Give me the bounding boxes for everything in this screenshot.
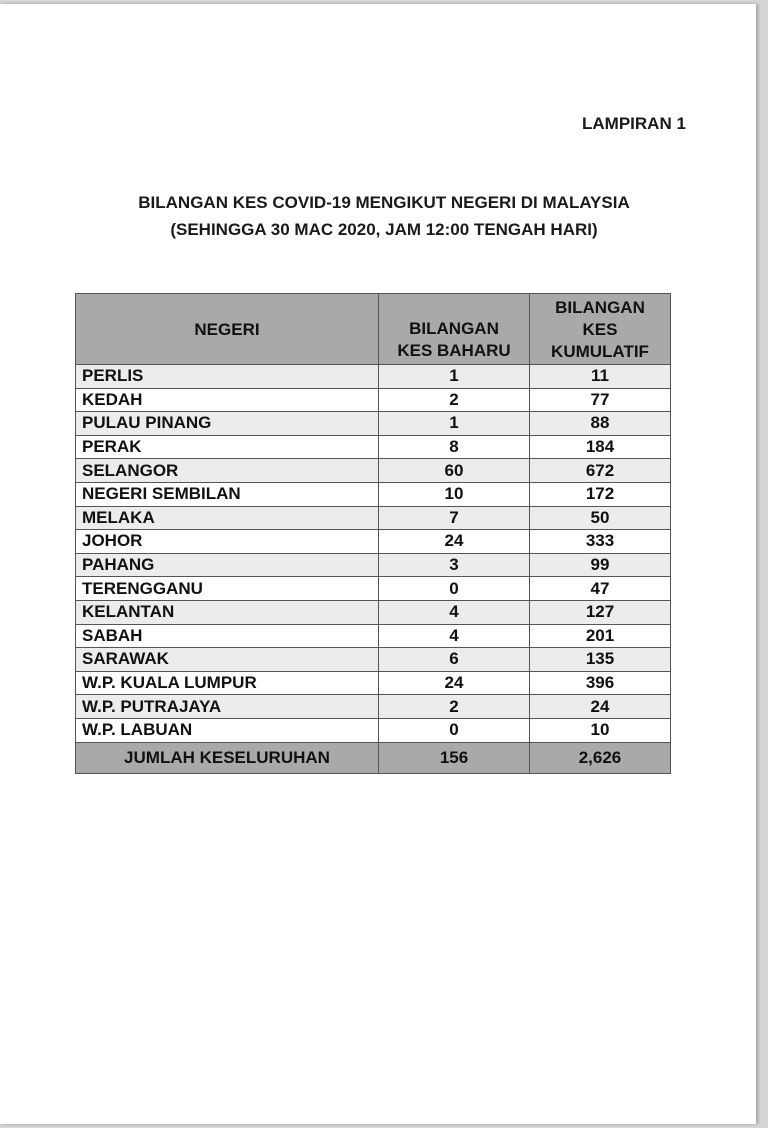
table-header-row: [76, 294, 671, 365]
state-name: SELANGOR: [76, 459, 379, 483]
document-subtitle: (SEHINGGA 30 MAC 2020, JAM 12:00 TENGAH HARI): [170, 220, 598, 239]
header-new-cases: BILANGAN KES BAHARU: [379, 294, 530, 365]
cumulative-cases: 333: [530, 530, 671, 554]
table-row: [76, 648, 671, 672]
new-cases: 1: [379, 365, 530, 389]
table-row: [76, 388, 671, 412]
new-cases: 0: [379, 577, 530, 601]
new-cases: 24: [379, 530, 530, 554]
state-name: PULAU PINANG: [76, 412, 379, 436]
covid-cases-table: [75, 293, 671, 774]
cumulative-cases: 135: [530, 648, 671, 672]
cumulative-cases: 77: [530, 388, 671, 412]
state-name: PERLIS: [76, 365, 379, 389]
cumulative-cases: 184: [530, 435, 671, 459]
table-row: [76, 506, 671, 530]
state-name: W.P. KUALA LUMPUR: [76, 671, 379, 695]
total-new-cases: 156: [379, 742, 530, 773]
table-row: [76, 482, 671, 506]
new-cases: 0: [379, 718, 530, 742]
cumulative-cases: 396: [530, 671, 671, 695]
new-cases: 8: [379, 435, 530, 459]
state-name: W.P. LABUAN: [76, 718, 379, 742]
cumulative-cases: 172: [530, 482, 671, 506]
new-cases: 10: [379, 482, 530, 506]
table-row: [76, 459, 671, 483]
total-cumulative-cases: 2,626: [530, 742, 671, 773]
header-cumulative-cases: BILANGAN KES KUMULATIF: [530, 294, 671, 365]
new-cases: 1: [379, 412, 530, 436]
cumulative-cases: 47: [530, 577, 671, 601]
table-row: [76, 435, 671, 459]
new-cases: 2: [379, 388, 530, 412]
state-name: JOHOR: [76, 530, 379, 554]
cumulative-cases: 127: [530, 600, 671, 624]
new-cases: 3: [379, 553, 530, 577]
header-negeri: NEGERI: [76, 294, 379, 365]
new-cases: 4: [379, 624, 530, 648]
table-row: [76, 718, 671, 742]
document-title: BILANGAN KES COVID-19 MENGIKUT NEGERI DI MALAYSIA: [138, 193, 630, 212]
cumulative-cases: 10: [530, 718, 671, 742]
state-name: MELAKA: [76, 506, 379, 530]
new-cases: 6: [379, 648, 530, 672]
state-name: PAHANG: [76, 553, 379, 577]
new-cases: 7: [379, 506, 530, 530]
new-cases: 24: [379, 671, 530, 695]
cumulative-cases: 99: [530, 553, 671, 577]
cumulative-cases: 11: [530, 365, 671, 389]
table-row: [76, 365, 671, 389]
table-row: [76, 577, 671, 601]
table-row: [76, 624, 671, 648]
state-name: KEDAH: [76, 388, 379, 412]
table-row: [76, 600, 671, 624]
table-row: [76, 695, 671, 719]
table-row: [76, 553, 671, 577]
appendix-label: LAMPIRAN 1: [582, 114, 686, 133]
cumulative-cases: 88: [530, 412, 671, 436]
cumulative-cases: 50: [530, 506, 671, 530]
table-body: [76, 365, 671, 743]
state-name: SABAH: [76, 624, 379, 648]
state-name: W.P. PUTRAJAYA: [76, 695, 379, 719]
cumulative-cases: 201: [530, 624, 671, 648]
new-cases: 60: [379, 459, 530, 483]
new-cases: 4: [379, 600, 530, 624]
state-name: TERENGGANU: [76, 577, 379, 601]
table-row: [76, 412, 671, 436]
table-row: [76, 530, 671, 554]
new-cases: 2: [379, 695, 530, 719]
state-name: PERAK: [76, 435, 379, 459]
state-name: SARAWAK: [76, 648, 379, 672]
table-row: [76, 671, 671, 695]
cumulative-cases: 672: [530, 459, 671, 483]
total-row: [76, 742, 671, 773]
total-label: JUMLAH KESELURUHAN: [76, 742, 379, 773]
state-name: KELANTAN: [76, 600, 379, 624]
state-name: NEGERI SEMBILAN: [76, 482, 379, 506]
cumulative-cases: 24: [530, 695, 671, 719]
